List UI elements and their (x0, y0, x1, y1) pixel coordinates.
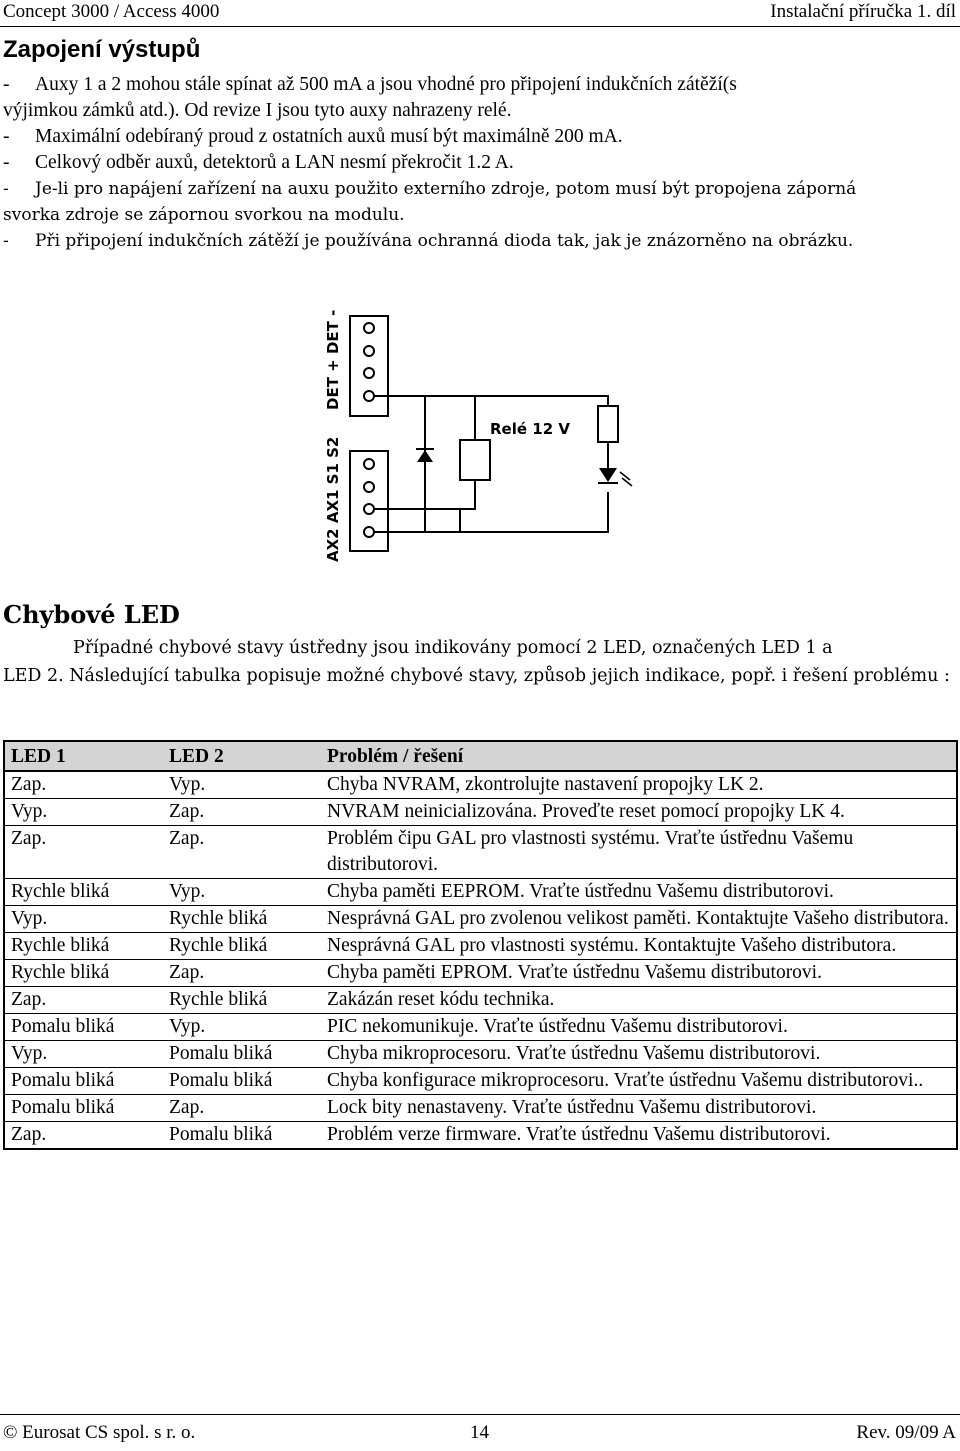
protection-diode (416, 449, 434, 462)
section-title-error-led: Chybové LED (3, 600, 180, 629)
table-row: Vyp. Rychle bliká Nesprávná GAL pro zvolenou velikost paměti. Kontaktujte Vašeho distributora. (4, 906, 957, 933)
page-header (0, 0, 960, 27)
table-row: Zap. Zap. Problém čipu GAL pro vlastnosti systému. Vraťte ústřednu Vašemu distributorovi. (4, 826, 957, 879)
list-item: - Maximální odebíraný proud z ostatních auxů musí být maximálně 200 mA. (3, 126, 623, 147)
table-row: Zap. Rychle bliká Zakázán reset kódu technika. (4, 987, 957, 1014)
header-product: Concept 3000 / Access 4000 (3, 1, 220, 22)
list-item: - Celkový odběr auxů, detektorů a LAN nesmí překročit 1.2 A. (3, 152, 514, 173)
table-row: Rychle bliká Zap. Chyba paměti EPROM. Vraťte ústřednu Vašemu distributorovi. (4, 960, 957, 987)
relay-label: Relé 12 V (490, 420, 570, 438)
aux-terminal-label: AX2 AX1 S1 S2 (324, 436, 342, 562)
footer-revision: Rev. 09/09 A (856, 1422, 956, 1443)
table-row: Zap. Pomalu bliká Problém verze firmware. Vraťte ústřednu Vašemu distributorovi. (11, 1124, 831, 1145)
table-row: Vyp. Zap. NVRAM neinicializována. Proveďte reset pomocí propojky LK 4. (4, 799, 957, 826)
error-led-intro: Případné chybové stavy ústředny jsou indikovány pomocí 2 LED, označených LED 1 a LED 2. Následující tabulka popisuje možné chybové stavy, způsob jejich indikace, popř. i řešení problému : (3, 638, 950, 686)
table-header-row (4, 741, 957, 771)
list-item: - Je-li pro napájení zařízení na auxu použito externího zdroje, potom musí být propojena záporná svorka zdroje se zápornou svorkou na modulu. (3, 179, 857, 225)
table-row: Rychle bliká Vyp. Chyba paměti EEPROM. Vraťte ústřednu Vašemu distributorovi. (4, 879, 957, 906)
resistor (598, 406, 618, 442)
column-header-led1: LED 1 (4, 741, 163, 771)
outputs-bullet-list (0, 72, 960, 254)
page-number: 14 (470, 1422, 489, 1443)
table-row: Zap. Vyp. Chyba NVRAM, zkontrolujte nastavení propojky LK 2. (4, 771, 957, 799)
led-error-table (3, 740, 958, 1150)
list-item: - Při připojení indukčních zátěží je používána ochranná dioda tak, jak je znázorněno na obrázku. (3, 231, 854, 251)
table-row: Pomalu bliká Vyp. PIC nekomunikuje. Vraťte ústřednu Vašemu distributorovi. (4, 1014, 957, 1041)
column-header-problem: Problém / řešení (321, 741, 957, 771)
column-header-led2: LED 2 (163, 741, 321, 771)
table-row: Pomalu bliká Pomalu bliká Chyba konfigurace mikroprocesoru. Vraťte ústřednu Vašemu distributorovi.. (4, 1068, 957, 1095)
header-manual-title: Instalační příručka 1. díl (770, 1, 956, 22)
det-terminal-label: DET + DET - (324, 309, 342, 410)
footer-copyright: © Eurosat CS spol. s r. o. (3, 1422, 196, 1443)
table-row: Pomalu bliká Zap. Lock bity nenastaveny. Vraťte ústřednu Vašemu distributorovi. (4, 1095, 957, 1122)
relay-coil (460, 440, 490, 480)
terminal-blocks (350, 316, 388, 551)
table-row: Vyp. Pomalu bliká Chyba mikroprocesoru. Vraťte ústřednu Vašemu distributorovi. (4, 1041, 957, 1068)
section-title-outputs: Zapojení výstupů (3, 36, 201, 63)
list-item: - Auxy 1 a 2 mohou stále spínat až 500 mA a jsou vhodné pro připojení indukčních zátěží(s výjimkou zámků atd.). Od revize I jsou tyto auxy nahrazeny relé. (3, 74, 737, 121)
page-footer (0, 1414, 960, 1445)
led-indicator (598, 468, 632, 486)
table-row: Rychle bliká Rychle bliká Nesprávná GAL pro vlastnosti systému. Kontaktujte Vašeho distributora. (4, 933, 957, 960)
wiring-diagram (300, 300, 660, 570)
